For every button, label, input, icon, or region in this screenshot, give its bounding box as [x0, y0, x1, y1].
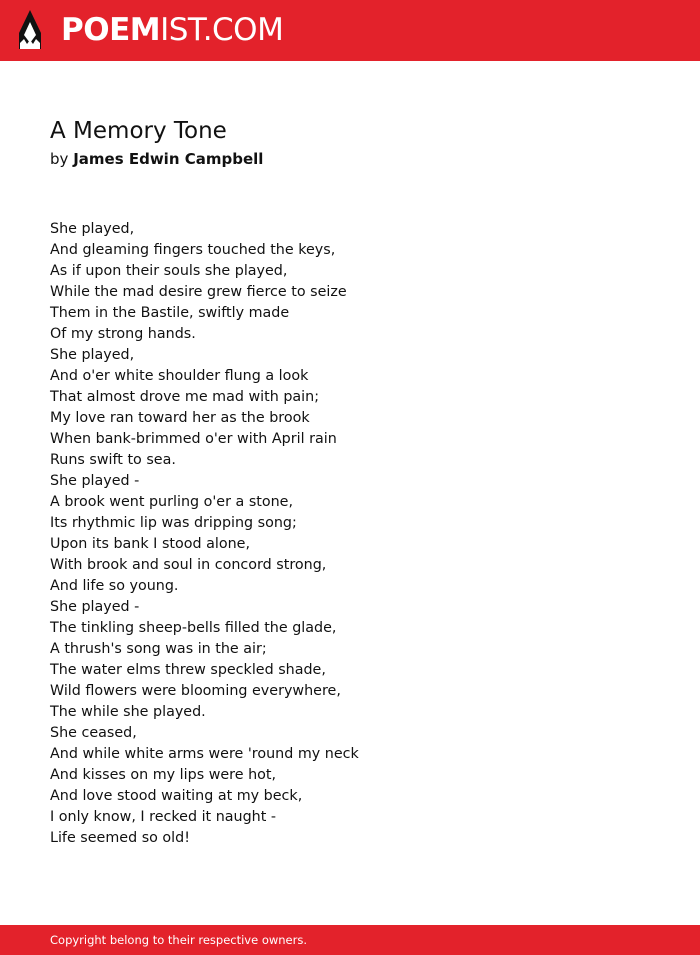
- poem-line: While the mad desire grew fierce to seize: [50, 284, 347, 300]
- pen-nib-icon: [17, 9, 43, 51]
- poem-line: I only know, I recked it naught -: [50, 809, 277, 825]
- poem-line: And love stood waiting at my beck,: [50, 788, 303, 804]
- poem-line: Life seemed so old!: [50, 830, 190, 846]
- site-logo[interactable]: [61, 12, 283, 48]
- poem-line: She ceased,: [50, 725, 137, 741]
- by-label: by: [50, 150, 69, 168]
- poem-body: [50, 219, 359, 849]
- poem-line: And life so young.: [50, 578, 179, 594]
- logo-text-bold: POEM: [61, 12, 161, 48]
- poem-line: As if upon their souls she played,: [50, 263, 288, 279]
- poem-line: She played -: [50, 599, 140, 615]
- site-footer: [0, 925, 700, 955]
- copyright-text: Copyright belong to their respective owners.: [50, 933, 308, 947]
- poem-line: And while white arms were 'round my neck: [50, 746, 359, 762]
- byline: [50, 149, 263, 169]
- poem-line: The while she played.: [50, 704, 206, 720]
- site-header: [0, 0, 700, 61]
- poem-line: Its rhythmic lip was dripping song;: [50, 515, 297, 531]
- author-name: James Edwin Campbell: [73, 150, 264, 168]
- poem-line: My love ran toward her as the brook: [50, 410, 310, 426]
- poem-line: The tinkling sheep-bells filled the glade,: [50, 620, 337, 636]
- poem-line: She played -: [50, 473, 140, 489]
- poem-line: Runs swift to sea.: [50, 452, 176, 468]
- poem-line: And kisses on my lips were hot,: [50, 767, 277, 783]
- poem-line: And gleaming fingers touched the keys,: [50, 242, 336, 258]
- poem-line: When bank-brimmed o'er with April rain: [50, 431, 337, 447]
- poem-line: With brook and soul in concord strong,: [50, 557, 327, 573]
- poem-line: A thrush's song was in the air;: [50, 641, 267, 657]
- logo-text-light: IST.COM: [160, 12, 284, 48]
- poem-line: She played,: [50, 221, 135, 237]
- poem-line: The water elms threw speckled shade,: [50, 662, 326, 678]
- poem-line: She played,: [50, 347, 135, 363]
- poem-line: Upon its bank I stood alone,: [50, 536, 250, 552]
- poem-line: Of my strong hands.: [50, 326, 196, 342]
- poem-line: A brook went purling o'er a stone,: [50, 494, 294, 510]
- poem-title: A Memory Tone: [50, 118, 227, 144]
- poem-line: Them in the Bastile, swiftly made: [50, 305, 290, 321]
- poem-line: And o'er white shoulder flung a look: [50, 368, 309, 384]
- poem-line: Wild flowers were blooming everywhere,: [50, 683, 341, 699]
- poem-line: That almost drove me mad with pain;: [50, 389, 320, 405]
